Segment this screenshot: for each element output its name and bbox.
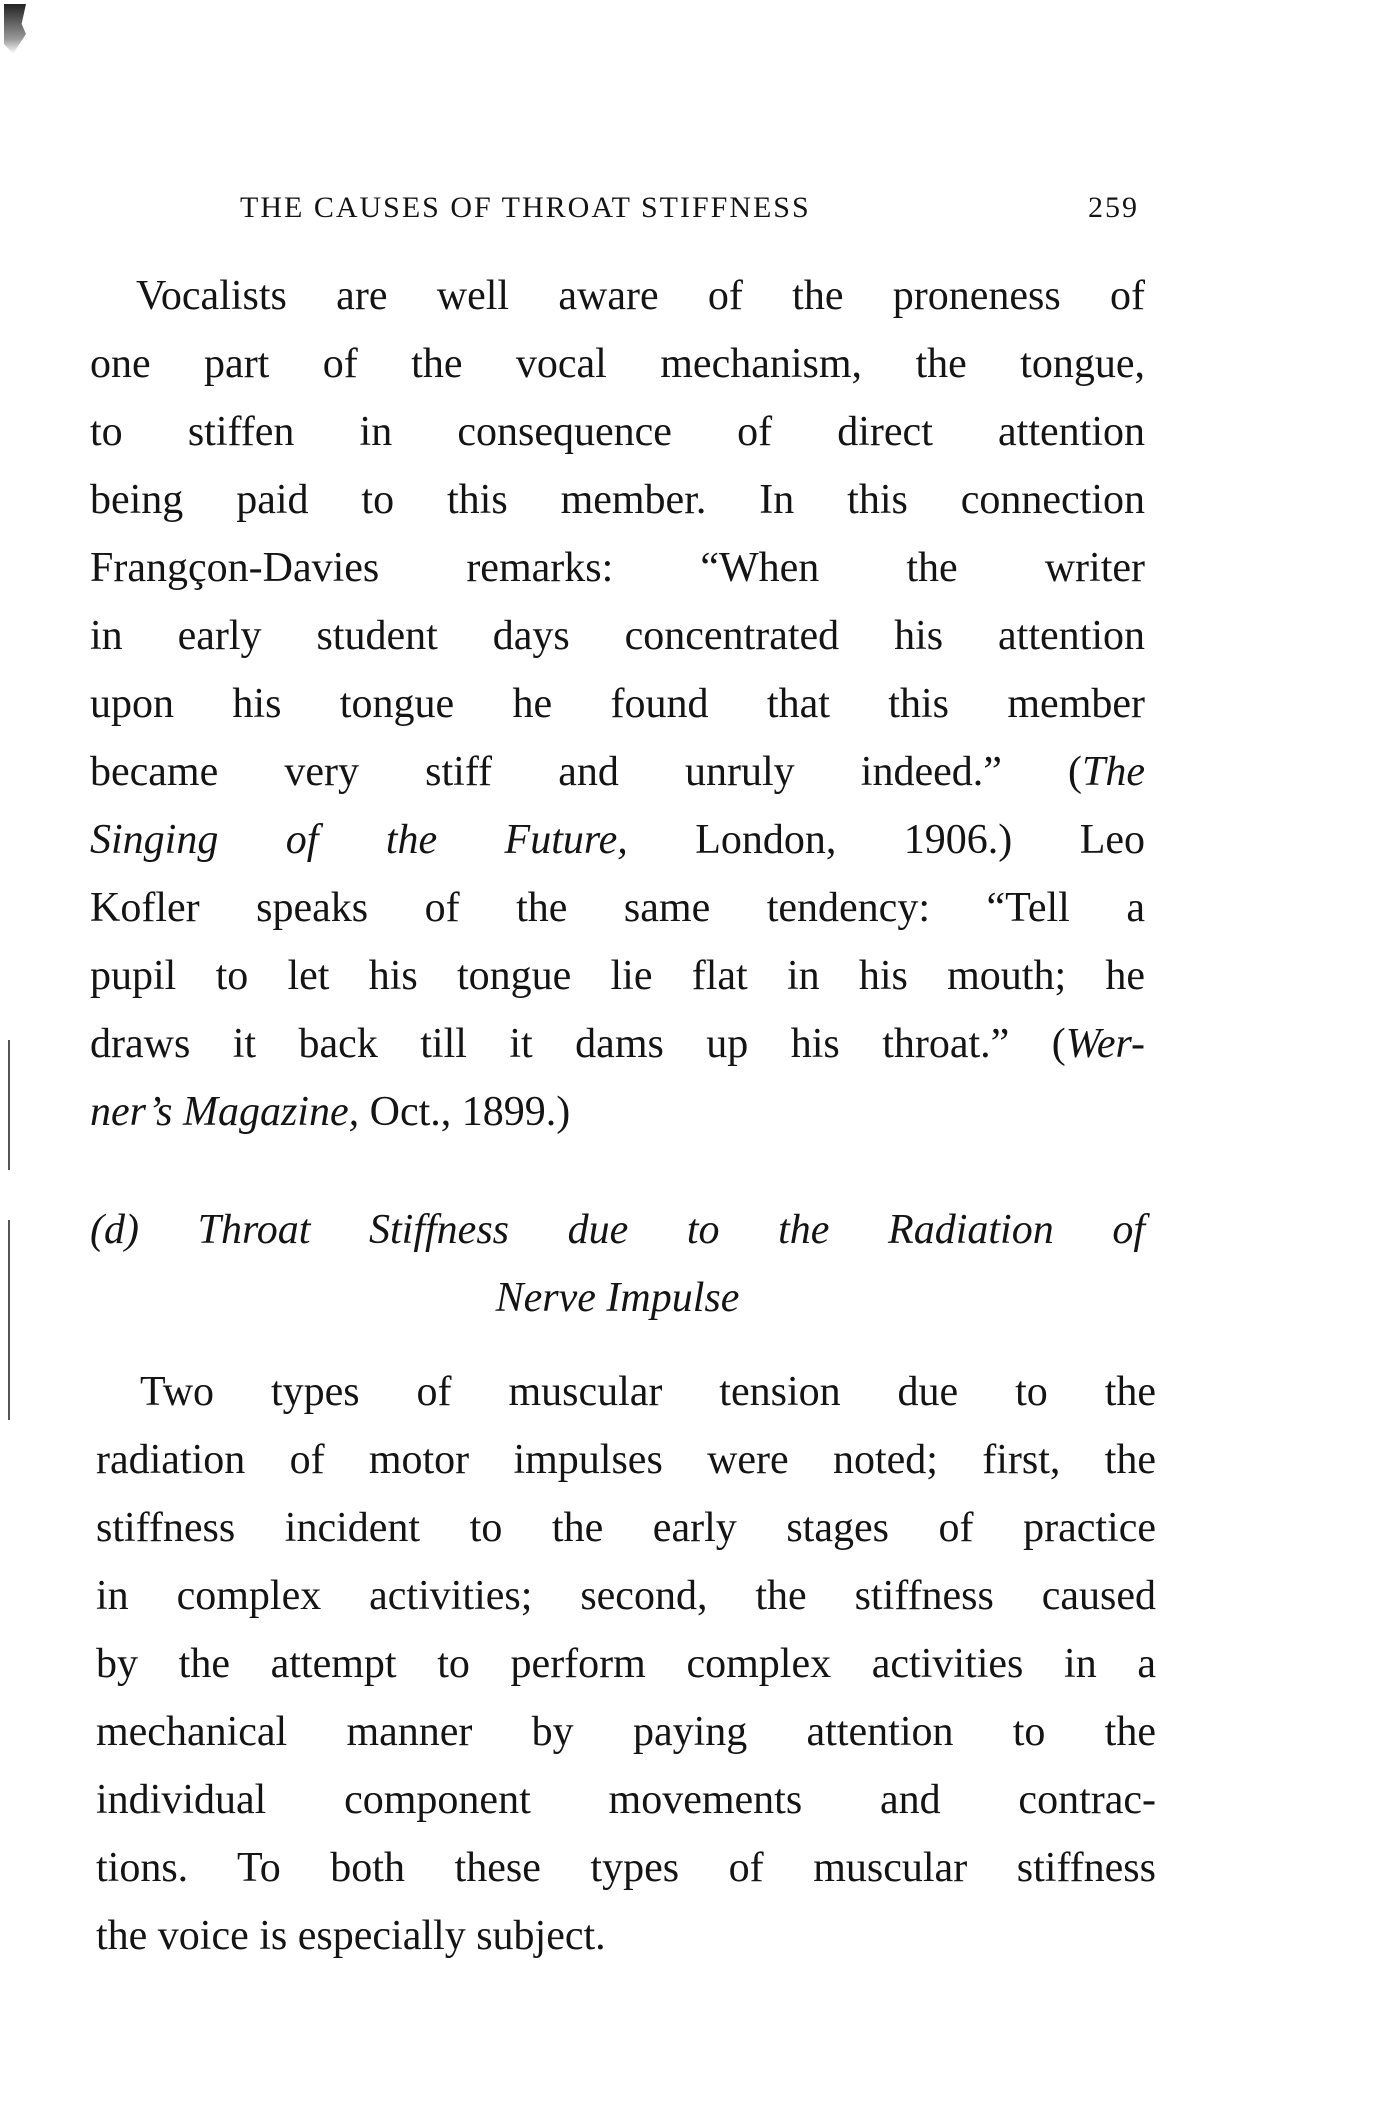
italic-text: ner’s Magazine, <box>90 1089 360 1135</box>
text-line <box>96 1494 1156 1562</box>
text-line <box>96 1698 1156 1766</box>
text-line <box>90 602 1145 670</box>
italic-text: Wer- <box>1065 1021 1145 1067</box>
page-number: 259 <box>1088 191 1139 224</box>
text-line <box>90 534 1145 602</box>
running-title: THE CAUSES OF THROAT STIFFNESS <box>240 191 811 224</box>
italic-text: Nerve Impulse <box>495 1275 740 1321</box>
text-line <box>90 1078 1145 1146</box>
italic-text: Singing of the Future, <box>90 817 628 863</box>
text: mechanical manner by paying attention to the <box>96 1709 1156 1755</box>
text-line <box>140 1358 1156 1426</box>
text: one part of the vocal mechanism, the tongue, <box>90 341 1145 387</box>
text: to stiffen in consequence of direct attention <box>90 409 1145 455</box>
text: pupil to let his tongue lie flat in his mouth; he <box>90 953 1145 999</box>
text-line <box>90 1010 1145 1078</box>
text-line <box>90 806 1145 874</box>
scan-artifact <box>4 4 26 54</box>
text: individual component movements and contrac- <box>96 1777 1156 1823</box>
text: in early student days concentrated his attention <box>90 613 1145 659</box>
text: Oct., 1899.) <box>359 1089 571 1135</box>
text-line <box>90 738 1145 806</box>
text: upon his tongue he found that this member <box>90 681 1145 727</box>
text: by the attempt to perform complex activities in a <box>96 1641 1156 1687</box>
text: London, 1906.) Leo <box>627 817 1145 863</box>
text: in complex activities; second, the stiffness caused <box>96 1573 1156 1619</box>
text: stiffness incident to the early stages of practice <box>96 1505 1156 1551</box>
text-line <box>96 1562 1156 1630</box>
text-line <box>96 1834 1156 1902</box>
text: draws it back till it dams up his throat.” ( <box>90 1021 1066 1067</box>
text-line <box>90 1196 1145 1264</box>
text: became very stiff and unruly indeed.” ( <box>90 749 1082 795</box>
italic-text: (d) Throat Stiffness due to the Radiation of <box>90 1207 1145 1253</box>
text-line <box>90 466 1145 534</box>
text-line <box>90 942 1145 1010</box>
text-line <box>96 1902 1156 1970</box>
text-line <box>96 1426 1156 1494</box>
text-line <box>90 330 1145 398</box>
text: Vocalists are well aware of the proneness of <box>136 273 1145 319</box>
text: Kofler speaks of the same tendency: “Tell a <box>90 885 1145 931</box>
text-line <box>96 1766 1156 1834</box>
italic-text: The <box>1082 749 1145 795</box>
text-line <box>90 398 1145 466</box>
text-line <box>96 1630 1156 1698</box>
text: Frangçon-Davies remarks: “When the writer <box>90 545 1145 591</box>
text: tions. To both these types of muscular stiffness <box>96 1845 1156 1891</box>
text-line <box>90 874 1145 942</box>
text: Two types of muscular tension due to the <box>140 1369 1156 1415</box>
scan-artifact <box>8 1220 10 1420</box>
text: the voice is especially subject. <box>96 1913 606 1959</box>
scan-artifact <box>8 1040 10 1170</box>
text: being paid to this member. In this connection <box>90 477 1145 523</box>
text-line <box>90 1264 1145 1332</box>
text: radiation of motor impulses were noted; first, the <box>96 1437 1156 1483</box>
text-line <box>90 670 1145 738</box>
text-line <box>136 262 1145 330</box>
